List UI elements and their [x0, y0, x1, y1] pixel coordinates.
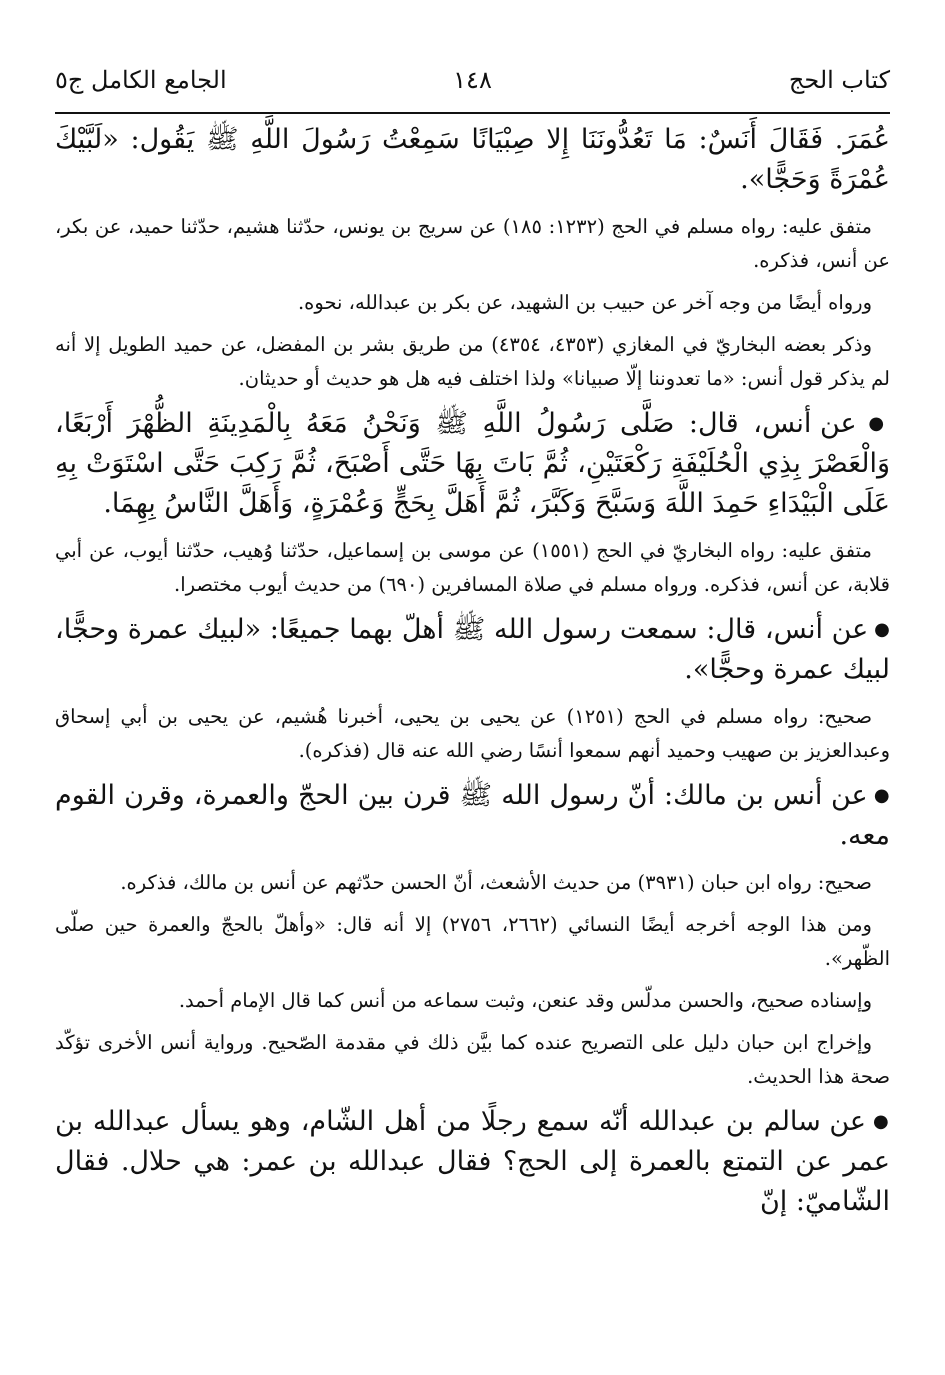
commentary-text: ومن هذا الوجه أخرجه أيضًا النسائي (٢٦٦٢، ٢٧٥٦) إلا أنه قال: «وأهلّ بالحجّ والعمرة حين صلّى الظّهر». — [55, 913, 890, 970]
book-section-title: كتاب الحج — [788, 66, 890, 94]
hadith-text: ● عن سالم بن عبدالله أنّه سمع رجلًا من أهل الشّام، وهو يسأل عبدالله بن عمر عن التمتع بالعمرة إلى الحج؟ فقال عبدالله بن عمر: هي حلال. فقال الشّاميّ: إنّ — [55, 1102, 890, 1222]
commentary-text: متفق عليه: رواه البخاريّ في الحج (١٥٥١) عن موسى بن إسماعيل، حدّثنا وُهيب، حدّثنا أيوب، عن أبي قلابة، عن أنس، فذكره. ورواه مسلم في صلاة المسافرين (٦٩٠) من حديث أيوب مختصرا. — [55, 539, 890, 596]
page-header — [55, 66, 890, 102]
header-rule — [55, 112, 890, 114]
page-body — [55, 120, 890, 1232]
hadith-text: ● عن أنس بن مالك: أنّ رسول الله ﷺ قرن بين الحجّ والعمرة، وقرن القوم معه. — [55, 776, 890, 856]
commentary-text: وذكر بعضه البخاريّ في المغازي (٤٣٥٣، ٤٣٥٤) من طريق بشر بن المفضل، عن حميد الطويل إلا أنه لم يذكر قول أنس: «ما تعدوننا إلّا صبيانا» ولذا اختلف فيه هل هو حديث أو حديثان. — [55, 333, 890, 390]
book-volume-title: الجامع الكامل ج٥ — [55, 66, 227, 94]
commentary-text: صحيح: رواه مسلم في الحج (١٢٥١) عن يحيى بن يحيى، أخبرنا هُشيم، عن يحيى بن أبي إسحاق وعبدالعزيز بن صهيب وحميد أنهم سمعوا أنسًا رضي الله عنه قال (فذكره). — [55, 705, 890, 762]
page-number: ١٤٨ — [453, 66, 492, 94]
commentary-text: ورواه أيضًا من وجه آخر عن حبيب بن الشهيد، عن بكر بن عبدالله، نحوه. — [297, 291, 872, 314]
hadith-text: ● عن أنس، قال: سمعت رسول الله ﷺ أهلّ بهما جميعًا: «لبيك عمرة وحجًّا، لبيك عمرة وحجًّا». — [55, 610, 890, 690]
commentary-text: متفق عليه: رواه مسلم في الحج (١٢٣٢: ١٨٥) عن سريج بن يونس، حدّثنا هشيم، حدّثنا حميد، عن بكر، عن أنس، فذكره. — [55, 215, 890, 272]
hadith-text: ● عن أنس، قال: صَلَّى رَسُولُ اللَّهِ ﷺ وَنَحْنُ مَعَهُ بِالْمَدِينَةِ الظُّهْرَ أَرْبَعًا، وَالْعَصْرَ بِذِي الْحُلَيْفَةِ رَكْعَتَيْنِ، ثُمَّ بَاتَ بِهَا حَتَّى أَصْبَحَ، ثُمَّ رَكِبَ حَتَّى اسْتَوَتْ بِهِ عَلَى الْبَيْدَاءِ حَمِدَ اللَّهَ وَسَبَّحَ وَكَبَّرَ، ثُمَّ أَهَلَّ بِحَجٍّ وَعُمْرَةٍ، وَأَهَلَّ النَّاسُ بِهِمَا. — [55, 404, 890, 524]
commentary-text: وإسناده صحيح، والحسن مدلّس وقد عنعن، وثبت سماعه من أنس كما قال الإمام أحمد. — [178, 989, 872, 1012]
hadith-text: عُمَرَ. فَقَالَ أَنَسٌ: مَا تَعُدُّونَنَا إِلا صِبْيَانًا سَمِعْتُ رَسُولَ اللَّهِ ﷺ يَقُول: «لَبَّيْكَ عُمْرَةً وَحَجًّا». — [55, 124, 890, 195]
commentary-text: وإخراج ابن حبان دليل على التصريح عنده كما بيَّن ذلك في مقدمة الصّحيح. ورواية أنس الأخرى تؤكّد صحة هذا الحديث. — [55, 1031, 890, 1088]
commentary-text: صحيح: رواه ابن حبان (٣٩٣١) من حديث الأشعث، أنّ الحسن حدّثهم عن أنس بن مالك، فذكره. — [120, 871, 872, 894]
